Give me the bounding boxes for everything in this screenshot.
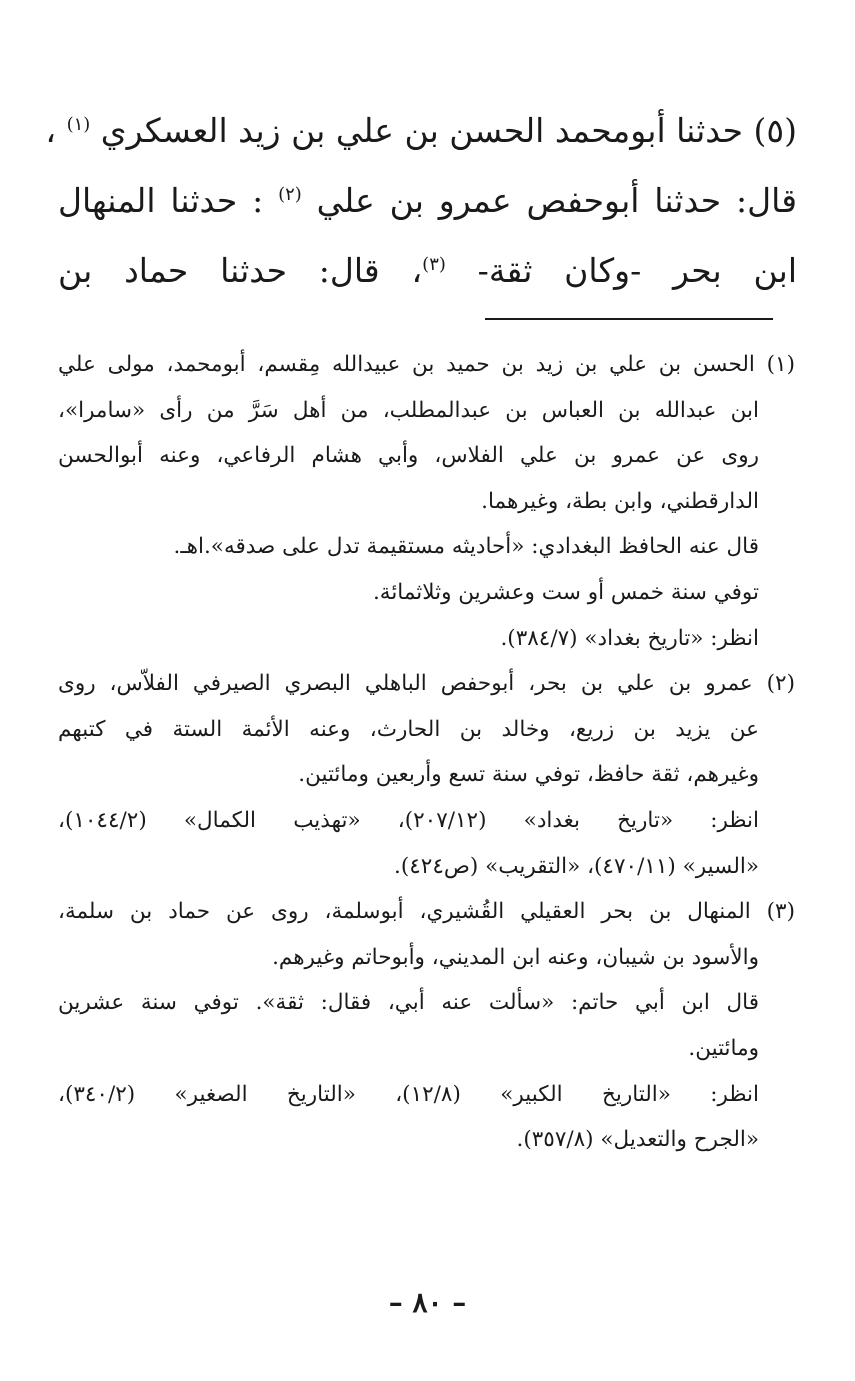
main-line-1-tail: ، bbox=[45, 111, 57, 150]
footnote-3-line: ومائتين. bbox=[688, 1035, 759, 1061]
footnote-2-line: عن يزيد بن زريع، وخالد بن الحارث، وعنه الأئمة الستة في كتبهم bbox=[58, 716, 759, 742]
main-line-1 bbox=[45, 96, 797, 166]
main-line-1-text: (٥) حدثنا أبومحمد الحسن بن علي بن زيد العسكري bbox=[100, 111, 797, 150]
footnote-1-line: توفي سنة خمس أو ست وعشرين وثلاثمائة. bbox=[372, 579, 759, 605]
footnote-2-source: «السير» (٤٧٠/١١)، «التقريب» (ص٤٢٤). bbox=[394, 853, 759, 879]
main-line-2 bbox=[58, 166, 797, 236]
footnote-3-line: (٣) المنهال بن بحر العقيلي القُشيري، أبوسلمة، روى عن حماد بن سلمة، bbox=[58, 899, 795, 925]
footnote-3-source: «الجرح والتعديل» (٣٥٧/٨). bbox=[516, 1127, 759, 1153]
main-line-3 bbox=[58, 236, 797, 306]
footnote-2-line: وغيرهم، ثقة حافظ، توفي سنة تسع وأربعين ومائتين. bbox=[298, 762, 759, 788]
footnote-ref-1: (١) bbox=[66, 114, 91, 135]
footnote-separator bbox=[485, 318, 773, 320]
main-line-2-a: قال: حدثنا أبوحفص عمرو بن علي bbox=[316, 181, 797, 220]
footnote-1-line: قال عنه الحافظ البغدادي: «أحاديثه مستقيمة تدل على صدقه».اهـ. bbox=[173, 534, 759, 560]
main-line-3-b: ، قال: حدثنا حماد بن bbox=[58, 251, 423, 290]
footnote-ref-3: (٣) bbox=[422, 254, 446, 275]
footnote-2-line: (٢) عمرو بن علي بن بحر، أبوحفص الباهلي البصري الصيرفي الفلاّس، روى bbox=[58, 671, 795, 697]
footnote-3-line: والأسود بن شيبان، وعنه ابن المديني، وأبوحاتم وغيرهم. bbox=[272, 944, 759, 970]
footnote-2-source: انظر: «تاريخ بغداد» (٢٠٧/١٢)، «تهذيب الكمال» (١٠٤٤/٢)، bbox=[58, 807, 759, 833]
main-text bbox=[45, 96, 797, 306]
footnote-1-line: روى عن عمرو بن علي الفلاس، وأبي هشام الرفاعي، وعنه أبوالحسن bbox=[58, 443, 759, 469]
footnote-ref-2: (٢) bbox=[278, 184, 302, 205]
footnote-1-line: (١) الحسن بن علي بن زيد بن حميد بن عبيدالله مِقسم، أبومحمد، مولى علي bbox=[58, 352, 795, 377]
footnote-1 bbox=[58, 342, 795, 661]
page-number: – ٨٠ – bbox=[388, 1286, 467, 1319]
footnote-1-line: الدارقطني، وابن بطة، وغيرهما. bbox=[481, 488, 759, 514]
footnotes bbox=[58, 342, 795, 1163]
footnote-3 bbox=[58, 889, 795, 1163]
main-line-2-b: : حدثنا المنهال bbox=[58, 181, 264, 220]
footnote-1-line: ابن عبدالله بن العباس بن عبدالمطلب، من أهل سَرَّ من رأى «سامرا»، bbox=[58, 397, 759, 423]
footnote-3-source: انظر: «التاريخ الكبير» (١٢/٨)، «التاريخ الصغير» (٣٤٠/٢)، bbox=[58, 1081, 759, 1107]
footnote-2 bbox=[58, 661, 795, 889]
footnote-3-line: قال ابن أبي حاتم: «سألت عنه أبي، فقال: ثقة». توفي سنة عشرين bbox=[58, 990, 759, 1016]
main-line-3-a: ابن بحر -وكان ثقة- bbox=[477, 251, 797, 290]
footnote-1-source: انظر: «تاريخ بغداد» (٣٨٤/٧). bbox=[500, 625, 759, 651]
